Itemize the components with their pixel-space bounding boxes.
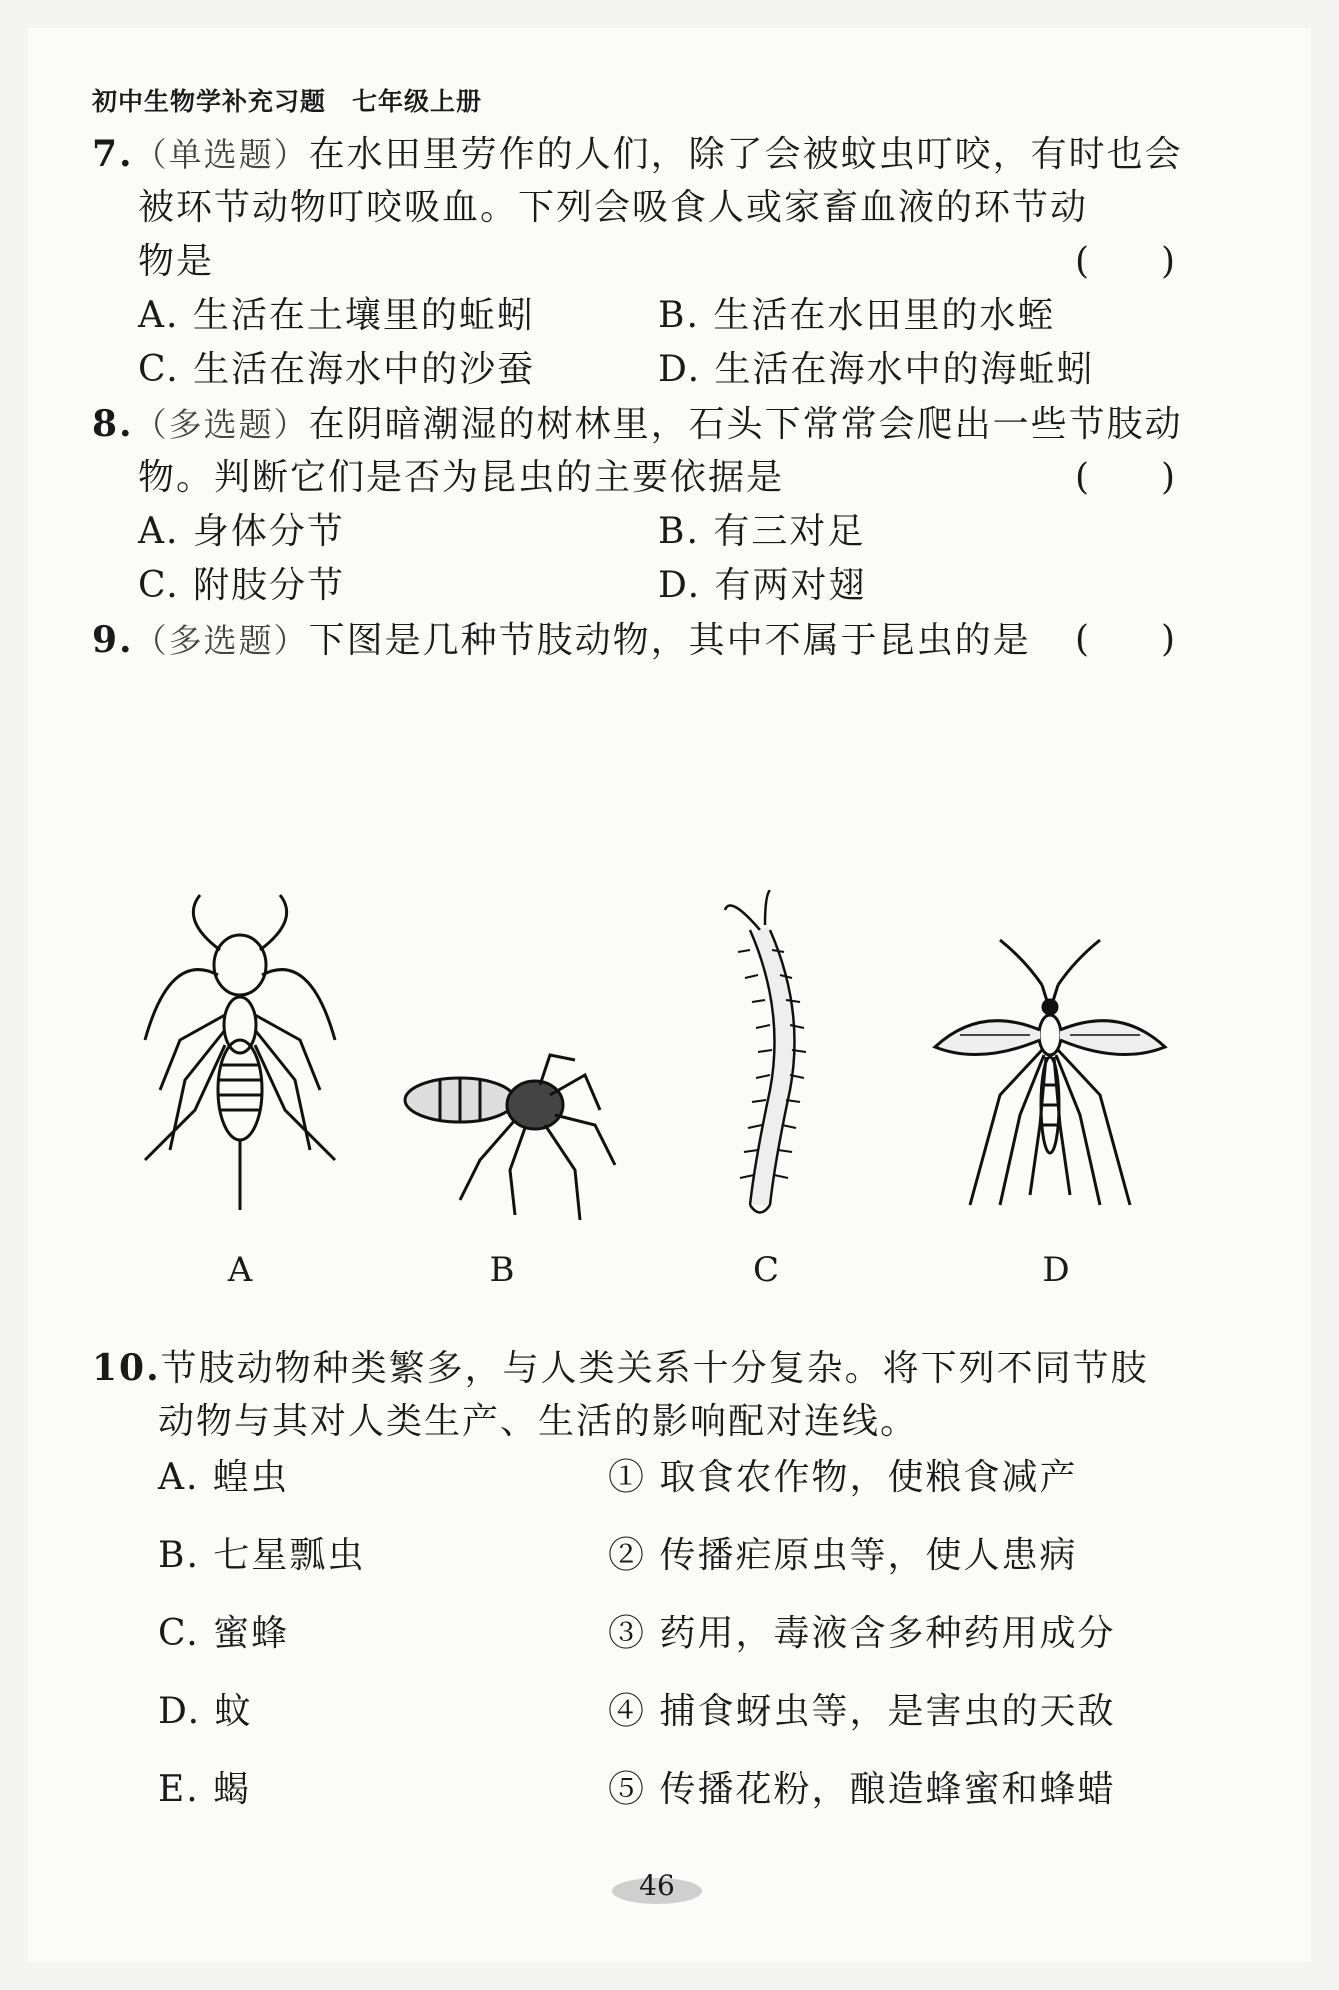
- q7-tag: （单选题）: [133, 135, 309, 174]
- q10-left-item-e[interactable]: E. 蝎: [158, 1769, 252, 1810]
- q7-line2: 被环节动物叮咬吸血。下列会吸食人或家畜血液的环节动: [138, 187, 1089, 228]
- q7-text1: 在水田里劳作的人们，除了会被蚊虫叮咬，有时也会: [308, 134, 1183, 175]
- figure-d-label: D: [1042, 1250, 1070, 1290]
- q8-option-c[interactable]: C. 附肢分节: [138, 565, 346, 606]
- q8-option-d[interactable]: D. 有两对翅: [658, 565, 867, 606]
- q10-right-item-2[interactable]: ② 传播疟原虫等，使人患病: [608, 1535, 1078, 1576]
- q10-left-item-c[interactable]: C. 蜜蜂: [158, 1613, 290, 1654]
- figure-d-mosquito: [930, 935, 1170, 1210]
- q10-right-item-5[interactable]: ⑤ 传播花粉，酿造蜂蜜和蜂蜡: [608, 1769, 1116, 1810]
- q7-answer-paren[interactable]: ( ): [1075, 241, 1176, 282]
- q10-number: 10.: [92, 1347, 161, 1389]
- q8-text1: 在阴暗潮湿的树林里，石头下常常会爬出一些节肢动: [308, 404, 1183, 445]
- q10-line1: [92, 1346, 1149, 1391]
- q9-line1: [92, 618, 1031, 663]
- q10-text1: 节肢动物种类繁多，与人类关系十分复杂。将下列不同节肢: [160, 1348, 1149, 1389]
- q8-option-a[interactable]: A. 身体分节: [138, 511, 345, 552]
- q7-line3: 物是: [138, 241, 215, 282]
- q7-option-d[interactable]: D. 生活在海水中的海蚯蚓: [658, 349, 1095, 390]
- q9-tag: （多选题）: [133, 621, 309, 660]
- q8-option-b[interactable]: B. 有三对足: [658, 511, 866, 552]
- q7-option-a[interactable]: A. 生活在土壤里的蚯蚓: [138, 295, 535, 336]
- q8-line2: 物。判断它们是否为昆虫的主要依据是: [138, 457, 785, 498]
- q10-right-item-1[interactable]: ① 取食农作物，使粮食减产: [608, 1457, 1078, 1498]
- figure-a-label: A: [227, 1250, 253, 1290]
- q9-text1: 下图是几种节肢动物，其中不属于昆虫的是: [308, 620, 1031, 661]
- figure-a-arachnid: [140, 890, 340, 1220]
- q8-line1: [92, 402, 1183, 447]
- q7-option-c[interactable]: C. 生活在海水中的沙蚕: [138, 349, 536, 390]
- q8-tag: （多选题）: [133, 405, 309, 444]
- page-number: [612, 1864, 702, 1908]
- q10-left-item-b[interactable]: B. 七星瓢虫: [158, 1535, 366, 1576]
- q10-line2: 动物与其对人类生产、生活的影响配对连线。: [158, 1401, 919, 1442]
- figure-c-label: C: [752, 1250, 779, 1290]
- q8-number: 8.: [92, 403, 134, 445]
- figure-b-spider: [400, 1050, 620, 1230]
- q8-answer-paren[interactable]: ( ): [1075, 457, 1176, 498]
- q7-number: 7.: [92, 133, 134, 175]
- q10-left-item-d[interactable]: D. 蚊: [158, 1691, 253, 1732]
- q10-right-item-4[interactable]: ④ 捕食蚜虫等，是害虫的天敌: [608, 1691, 1116, 1732]
- figure-c-centipede: [720, 890, 820, 1220]
- q9-answer-paren[interactable]: ( ): [1075, 619, 1176, 660]
- page-header: 初中生物学补充习题 七年级上册: [92, 87, 483, 116]
- q10-right-item-3[interactable]: ③ 药用，毒液含多种药用成分: [608, 1613, 1116, 1654]
- q7-line1: [92, 132, 1183, 177]
- q10-left-item-a[interactable]: A. 蝗虫: [158, 1457, 289, 1498]
- q9-number: 9.: [92, 619, 134, 661]
- q7-option-b[interactable]: B. 生活在水田里的水蛭: [658, 295, 1056, 336]
- page-number-text: 46: [639, 1869, 675, 1902]
- figure-b-label: B: [489, 1250, 515, 1290]
